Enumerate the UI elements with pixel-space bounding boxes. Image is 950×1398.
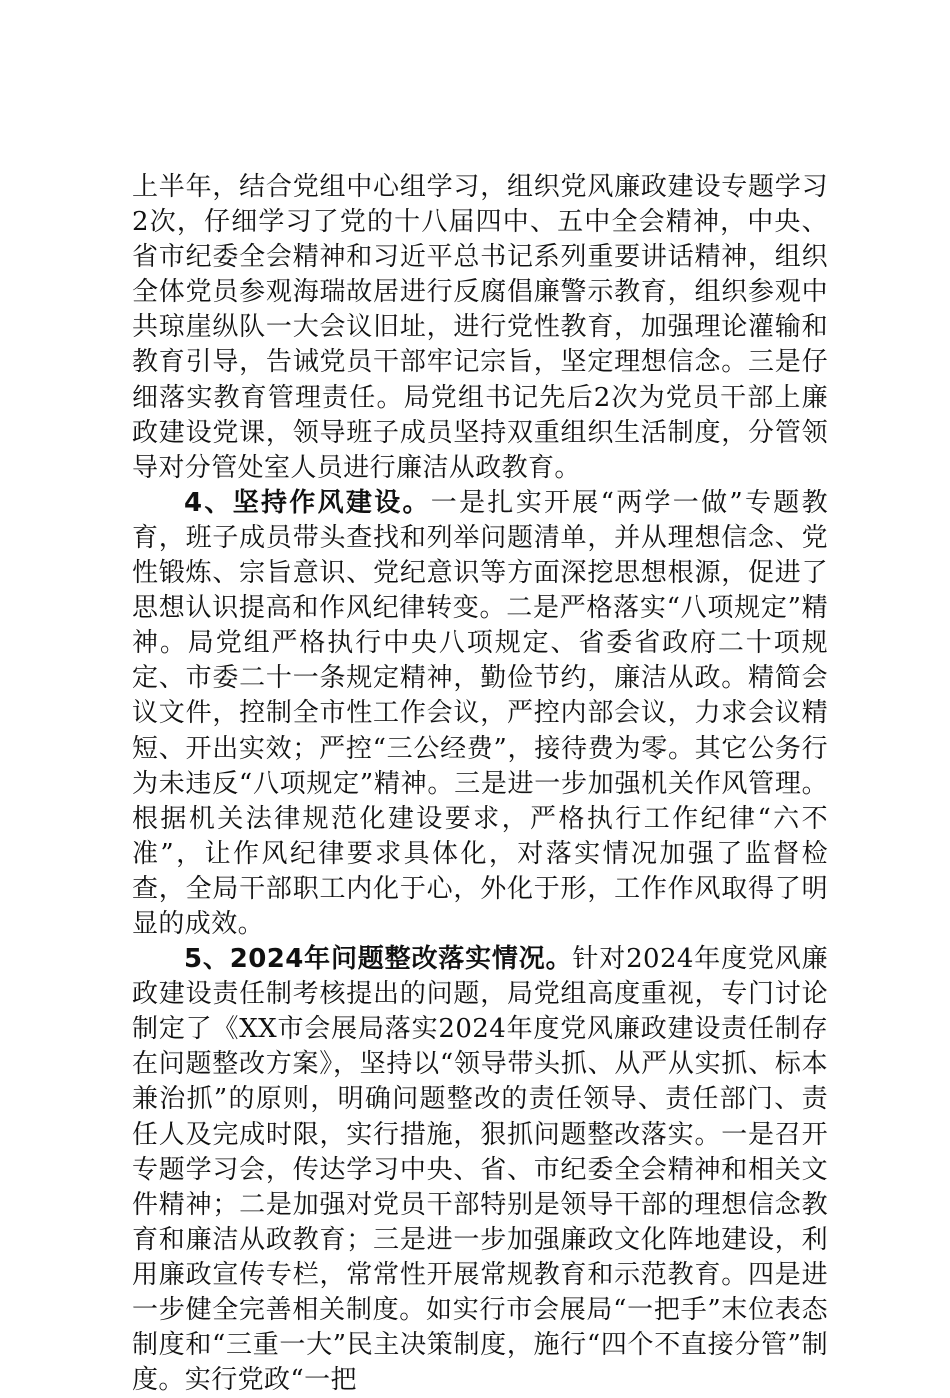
paragraph-3 [132,942,828,1398]
paragraph-2-heading: 4、坚持作风建设。 [184,487,431,518]
paragraph-3-body: 针对2024年度党风廉政建设责任制考核提出的问题，局党组高度重视，专门讨论制定了《XX市会展局落实2024年度党风廉政建设责任制存在问题整改方案》，坚持以“领导带头抓、从严从实抓、标本兼治抓”的原则，明确问题整改的责任领导、责任部门、责任人及完成时限，实行措施，狠抓问题整改落实。一是召开专题学习会，传达学习中央、省、市纪委全会精神和相关文件精神；二是加强对党员干部特别是领导干部的理想信念教育和廉洁从政教育；三是进一步加强廉政文化阵地建设，利用廉政宣传专栏，常常性开展常规教育和示范教育。四是进一步健全完善相关制度。如实行市会展局“一把手”末位表态制度和“三重一大”民主决策制度，施行“四个不直接分管”制度。实行党政“一把 [132,944,828,1396]
paragraph-2 [132,486,828,942]
paragraph-2-body: 一是扎实开展“两学一做”专题教育，班子成员带头查找和列举问题清单，并从理想信念、党性锻炼、宗旨意识、党纪意识等方面深挖思想根源，促进了思想认识提高和作风纪律转变。二是严格落实“八项规定”精神。局党组严格执行中央八项规定、省委省政府二十项规定、市委二十一条规定精神，勤俭节约，廉洁从政。精简会议文件，控制全市性工作会议，严控内部会议，力求会议精短、开出实效；严控“三公经费”，接待费为零。其它公务行为未违反“八项规定”精神。三是进一步加强机关作风管理。根据机关法律规范化建设要求，严格执行工作纪律“六不准”，让作风纪律要求具体化，对落实情况加强了监督检查，全局干部职工内化于心，外化于形，工作作风取得了明显的成效。 [132,487,828,939]
paragraph-1 [132,170,828,486]
paragraph-3-heading: 5、2024年问题整改落实情况。 [184,944,573,975]
paragraph-1-body: 上半年，结合党组中心组学习，组织党风廉政建设专题学习2次，仔细学习了党的十八届四中、五中全会精神，中央、省市纪委全会精神和习近平总书记系列重要讲话精神，组织全体党员参观海瑞故居进行反腐倡廉警示教育，组织参观中共琼崖纵队一大会议旧址，进行党性教育，加强理论灌输和教育引导，告诫党员干部牢记宗旨，坚定理想信念。三是仔细落实教育管理责任。局党组书记先后2次为党员干部上廉政建设党课，领导班子成员坚持双重组织生活制度，分管领导对分管处室人员进行廉洁从政教育。 [132,172,828,483]
